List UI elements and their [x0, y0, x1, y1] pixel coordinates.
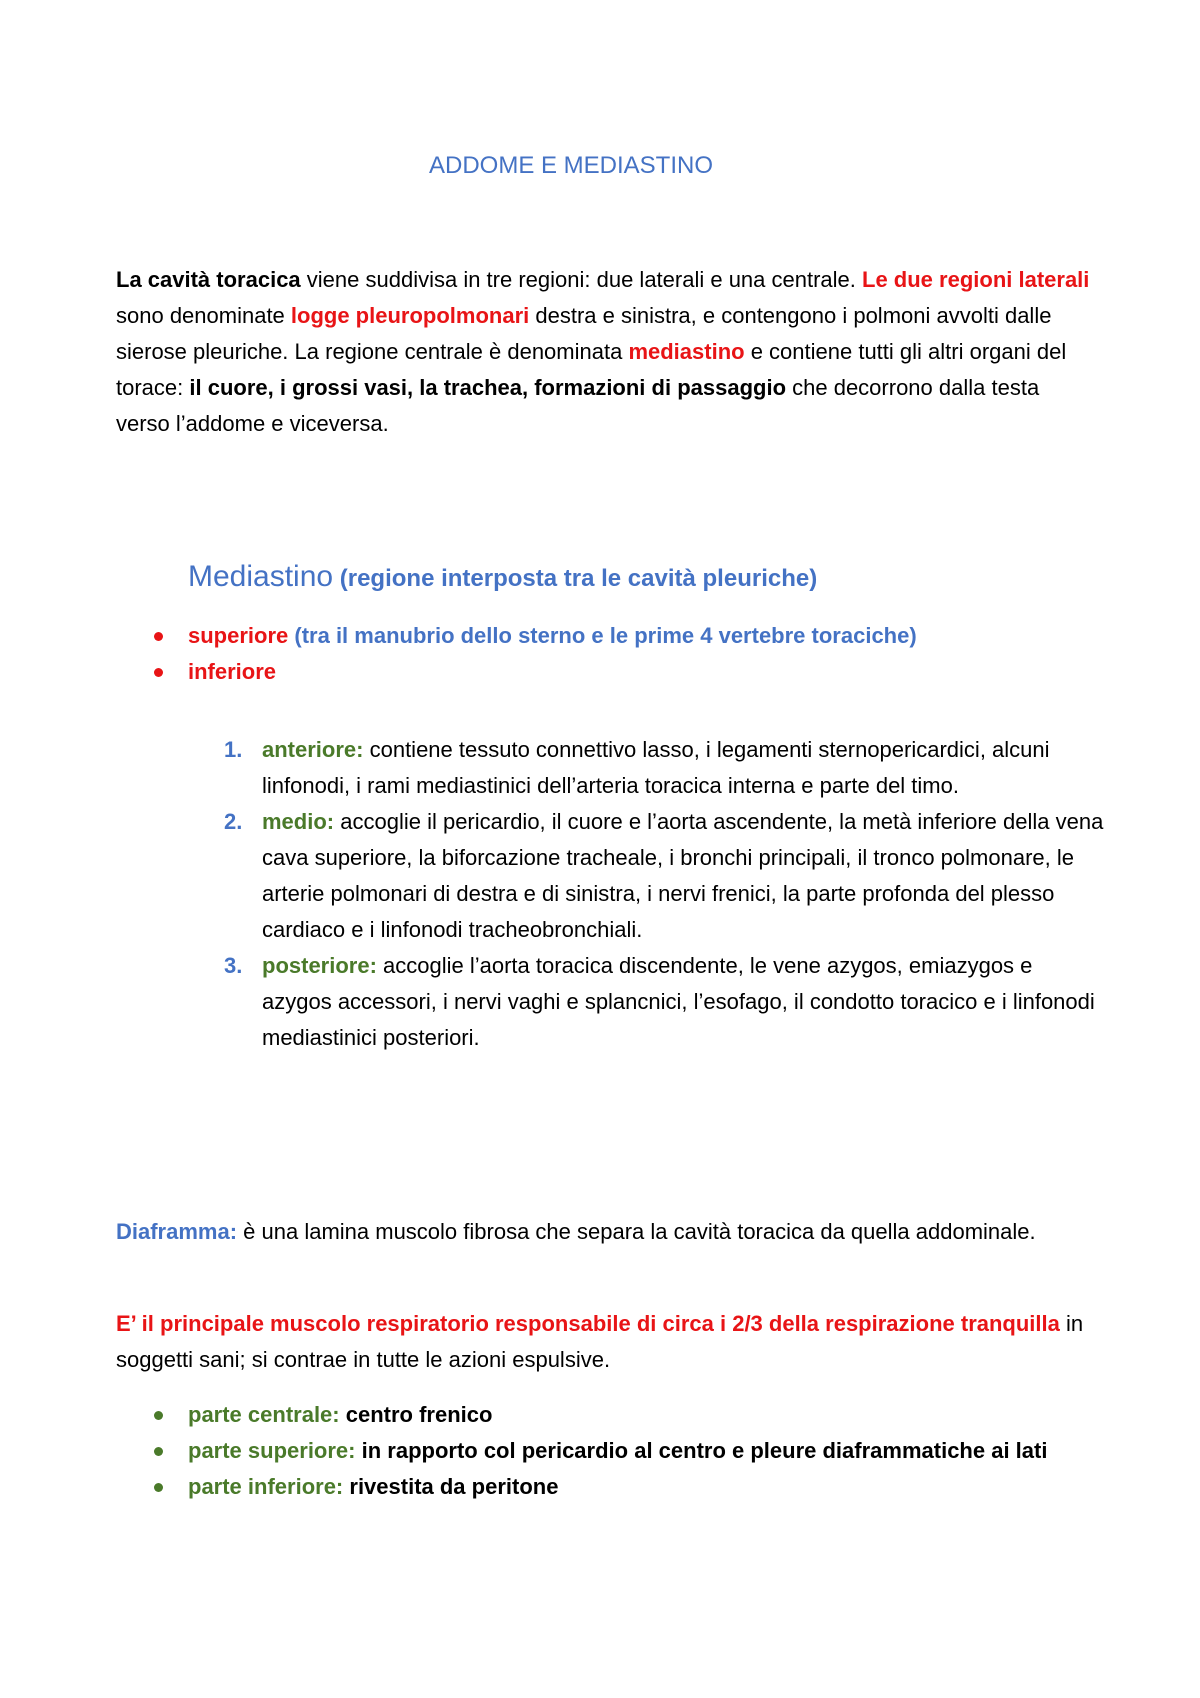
intro-text-2: sono denominate: [116, 303, 291, 328]
term-cavita-toracica: La cavità toracica: [116, 267, 301, 292]
part-label: posteriore:: [262, 953, 377, 978]
term-regioni-laterali: Le due regioni laterali: [862, 267, 1090, 292]
intro-text-3: destra e sinistra, e contengono i polmoni avvolti dalle sierose pleuriche. La regione centrale è denominata: [116, 303, 1052, 364]
bullet-label: inferiore: [188, 659, 277, 684]
diaframma-text: è una lamina muscolo fibrosa che separa la cavità toracica da quella addominale.: [237, 1219, 1036, 1244]
part-label: parte inferiore:: [188, 1474, 344, 1499]
diaframma-highlight: E’ il principale muscolo respiratorio responsabile di circa i 2/3 della respirazione tranquilla: [116, 1311, 1060, 1336]
part-text: rivestita da peritone: [343, 1474, 559, 1499]
intro-paragraph: [116, 262, 1096, 442]
mediastino-inferiore-parts: [224, 732, 1104, 1056]
list-number: 2.: [224, 809, 243, 834]
list-item-parte-centrale: [150, 1397, 1110, 1433]
list-item-superiore: [150, 618, 1110, 654]
list-number: 1.: [224, 737, 243, 762]
part-label: anteriore:: [262, 737, 364, 762]
list-item-inferiore: [150, 654, 1110, 690]
diaframma-parts: [150, 1397, 1110, 1505]
mediastino-bullets: [150, 618, 1110, 690]
intro-text-5: che decorrono dalla testa verso l’addome e viceversa.: [116, 375, 1040, 436]
mediastino-heading-main: Mediastino: [188, 560, 334, 593]
part-text: contiene tessuto connettivo lasso, i legamenti sternopericardici, alcuni linfonodi, i rami mediastinici dell’arteria toracica interna e parte del timo.: [262, 737, 1050, 798]
list-number: 3.: [224, 953, 243, 978]
bullet-dot-icon: [154, 1483, 163, 1492]
bullet-dot-icon: [154, 668, 163, 677]
part-text: accoglie il pericardio, il cuore e l’aorta ascendente, la metà inferiore della vena cava superiore, la biforcazione tracheale, i bronchi principali, il tronco polmonare, le arterie polmonari di destra e di sinistra, i nervi frenici, la parte profonda del plesso cardiaco e i linfonodi tracheobronchiali.: [262, 809, 1104, 942]
intro-text-1: viene suddivisa in tre regioni: due laterali e una centrale.: [300, 267, 863, 292]
list-item-parte-superiore: [150, 1433, 1110, 1469]
document-title: ADDOME E MEDIASTINO: [428, 152, 714, 179]
term-mediastino: mediastino: [628, 339, 745, 364]
part-label: parte centrale:: [188, 1402, 340, 1427]
list-item-medio: [224, 804, 1104, 948]
part-text: centro frenico: [339, 1402, 493, 1427]
part-label: parte superiore:: [188, 1438, 356, 1463]
bullet-dot-icon: [154, 632, 163, 641]
list-item-anteriore: [224, 732, 1104, 804]
bullet-label: superiore: [188, 623, 289, 648]
bullet-dot-icon: [154, 1447, 163, 1456]
term-logge-pleuropolmonari: logge pleuropolmonari: [290, 303, 530, 328]
bullet-note: (tra il manubrio dello sterno e le prime 4 vertebre toraciche): [288, 623, 917, 648]
list-item-posteriore: [224, 948, 1104, 1056]
part-label: medio:: [262, 809, 335, 834]
mediastino-heading-sub: (regione interposta tra le cavità pleuriche): [333, 565, 818, 592]
part-text: in rapporto col pericardio al centro e pleure diaframmatiche ai lati: [355, 1438, 1048, 1463]
part-text: accoglie l’aorta toracica discendente, le vene azygos, emiazygos e azygos accessori, i nervi vaghi e splancnici, l’esofago, il condotto toracico e i linfonodi mediastinici posteriori.: [262, 953, 1095, 1050]
mediastino-heading: [188, 560, 817, 594]
diaframma-respirazione-paragraph: [116, 1306, 1096, 1378]
term-organi-torace: il cuore, i grossi vasi, la trachea, formazioni di passaggio: [189, 375, 787, 400]
bullet-dot-icon: [154, 1411, 163, 1420]
diaframma-text-2: in soggetti sani; si contrae in tutte le azioni espulsive.: [116, 1311, 1084, 1372]
term-diaframma: Diaframma:: [116, 1219, 238, 1244]
diaframma-paragraph: [116, 1214, 1096, 1250]
intro-text-4: e contiene tutti gli altri organi del torace:: [116, 339, 1067, 400]
list-item-parte-inferiore: [150, 1469, 1110, 1505]
